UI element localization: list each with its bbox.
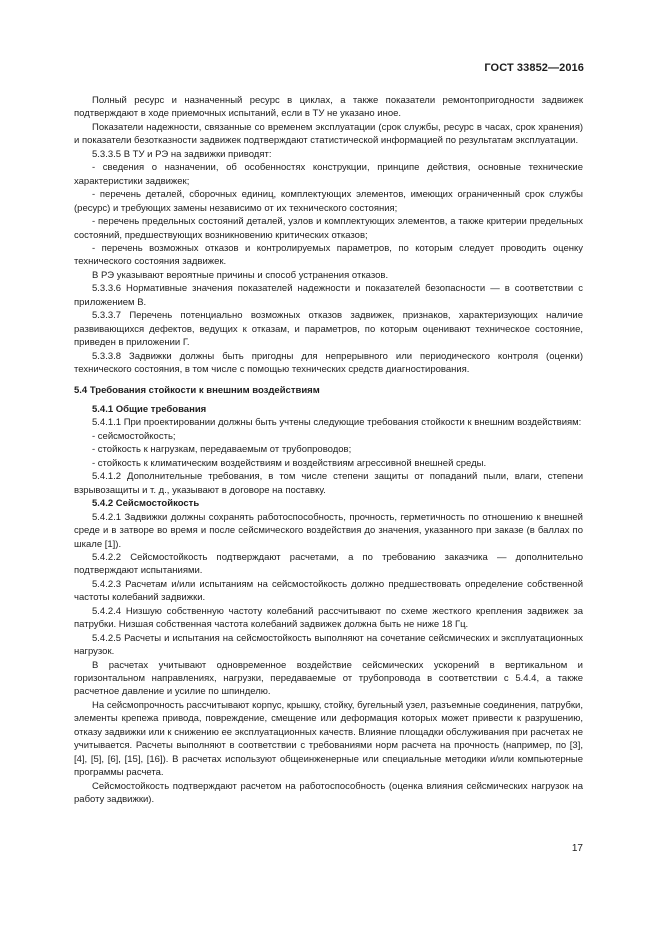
list-item: - сейсмостойкость; (92, 430, 176, 442)
list-item: - перечень предельных состояний деталей, узлов и комплектующих элементов, а также критерии предельных состояний, предшествующих возникновению критических отказов; (74, 216, 583, 241)
list-item: - стойкость к нагрузкам, передаваемым от трубопроводов; (92, 444, 352, 456)
clause-5-3-3-6: 5.3.3.6 Нормативные значения показателей надежности и показателей безопасности — в соответствии с приложением В. (74, 283, 583, 308)
page-body (74, 94, 583, 807)
paragraph: Сейсмостойкость подтверждают расчетом на работоспособность (оценка влияния сейсмических нагрузок на работу задвижки). (74, 780, 583, 806)
clause-5-4-2-4: 5.4.2.4 Низшую собственную частоту колебаний рассчитывают по схеме жесткого крепления задвижек за патрубки. Низшая собственная частота колебаний задвижек должна быть не ниже 18 Гц. (74, 605, 583, 631)
page-number: 17 (571, 843, 583, 854)
list-item: - сведения о назначении, об особенностях конструкции, принципе действия, основные технические характеристики задвижек; (74, 162, 583, 187)
paragraph: Показатели надежности, связанные со временем эксплуатации (срок службы, ресурс в часах, срок хранения) и показатели безотказности задвижек подтверждают статистической информацией по результатам эксплуатации. (74, 121, 583, 147)
section-heading-5-4: 5.4 Требования стойкости к внешним воздействиям (74, 384, 320, 396)
paragraph: На сейсмопрочность рассчитывают корпус, крышку, стойку, бугельный узел, разъемные соединения, патрубки, элементы крепежа привода, повреждение, смещение или деформация которых может привести к разрушению, отказу задвижки или к снижению ее эксплуатационных качеств. Влияние площадки обслуживания при расчетах не учитывается. Расчеты выполняют в соответствии с требованиями норм расчета на прочность (например, по [3], [4], [5], [6], [15], [16]). В расчетах используют общеинженерные или специальные методики и/или компьютерные программы расчета. (74, 699, 583, 779)
paragraph: В расчетах учитывают одновременное воздействие сейсмических ускорений в вертикальном и горизонтальном направлениях, нагрузки, передаваемые от трубопровода в соответствии с 5.4.4, а также расчетное давление и усилие по шпинделю. (74, 659, 583, 698)
list-item: - стойкость к климатическим воздействиям и воздействиям агрессивной внешней среды. (92, 457, 487, 469)
clause-5-4-2-3: 5.4.2.3 Расчетам и/или испытаниям на сейсмостойкость должно предшествовать определение собственной частоты колебаний задвижки. (74, 578, 583, 604)
clause-5-4-2-2: 5.4.2.2 Сейсмостойкость подтверждают расчетами, а по требованию заказчика — дополнительно подтверждают испытаниями. (74, 551, 583, 577)
paragraph: Полный ресурс и назначенный ресурс в циклах, а также показатели ремонтопригодности задвижек подтверждают в ходе приемочных испытаний, если в ТУ не указано иное. (74, 95, 583, 120)
clause-5-4-2-5: 5.4.2.5 Расчеты и испытания на сейсмостойкость выполняют на сочетание сейсмических и эксплуатационных нагрузок. (74, 632, 583, 658)
clause-5-3-3-5: 5.3.3.5 В ТУ и РЭ на задвижки приводят: (92, 148, 272, 160)
subsection-heading-5-4-1: 5.4.1 Общие требования (92, 403, 207, 415)
paragraph: В РЭ указывают вероятные причины и способ устранения отказов. (92, 269, 389, 281)
clause-5-4-1-2: 5.4.1.2 Дополнительные требования, в том числе степени защиты от попаданий пыли, влаги, степени взрывозащиты и т. д., указывают в договоре на поставку. (74, 471, 583, 496)
clause-5-3-3-7: 5.3.3.7 Перечень потенциально возможных отказов задвижек, признаков, характеризующих наличие развивающихся дефектов, ведущих к отказам, и параметров, по которым оценивают техническое состояние, приведен в приложении Г. (74, 310, 583, 349)
list-item: - перечень деталей, сборочных единиц, комплектующих элементов, имеющих ограниченный срок службы (ресурс) и требующих замены независимо от их технического состояния; (74, 189, 583, 214)
clause-5-4-1-1: 5.4.1.1 При проектировании должны быть учтены следующие требования стойкости к внешним воздействиям: (92, 417, 582, 429)
document-header-standard: ГОСТ 33852—2016 (484, 62, 584, 74)
list-item: - перечень возможных отказов и контролируемых параметров, по которым следует проводить оценку технического состояния задвижек. (74, 242, 583, 268)
clause-5-3-3-8: 5.3.3.8 Задвижки должны быть пригодны для непрерывного или периодического контроля (оценки) технического состояния, в том числе с помощью технических средств диагностирования. (74, 350, 583, 376)
subsection-heading-5-4-2: 5.4.2 Сейсмостойкость (92, 498, 200, 510)
clause-5-4-2-1: 5.4.2.1 Задвижки должны сохранять работоспособность, прочность, герметичность по отношению к внешней среде и в затворе во время и после сейсмического воздействия до значения, указанного при заказе (в баллах по шкале [1]). (74, 511, 583, 550)
